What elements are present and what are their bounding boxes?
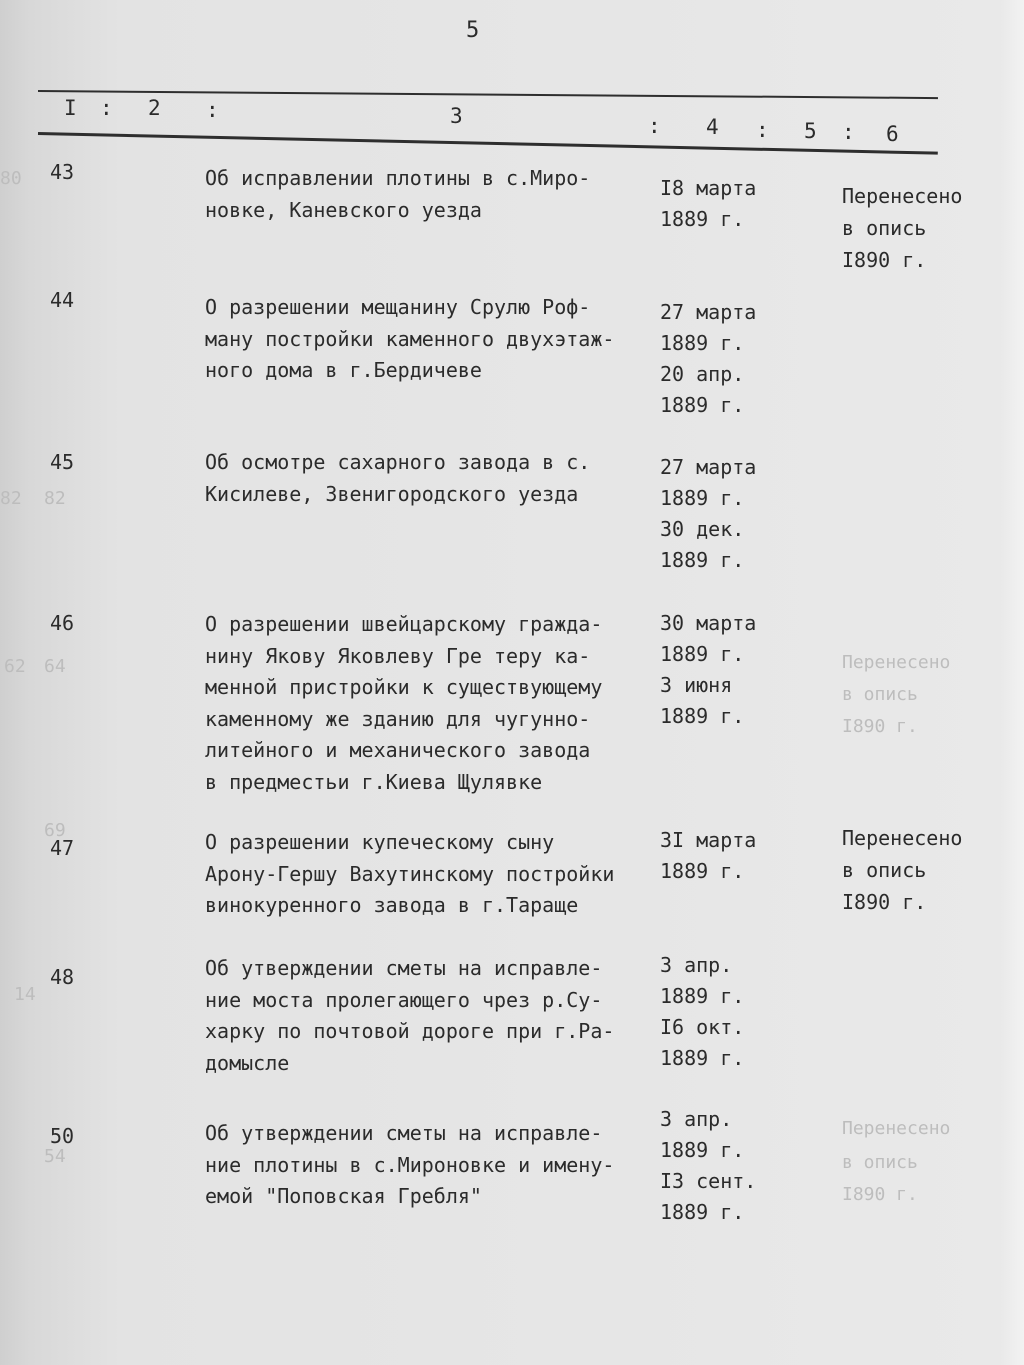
bleed-through-note: Перенесено xyxy=(842,1118,951,1139)
date-line: 30 дек. xyxy=(660,517,745,541)
record-dates xyxy=(660,297,780,421)
record-number: 45 xyxy=(50,450,75,474)
note-line: I890 г. xyxy=(842,248,927,272)
record-title: Об осмотре сахарного завода в с. Кисилеве, Звенигородского уезда xyxy=(205,450,591,506)
date-line: 1889 г. xyxy=(660,207,745,231)
note-line: в опись xyxy=(842,858,927,882)
bleed-through-margin-number: 62 xyxy=(4,656,26,677)
date-line: 3 июня xyxy=(660,673,733,697)
header-separator: : xyxy=(206,98,219,122)
date-line: 3I марта xyxy=(660,828,757,852)
date-line: 1889 г. xyxy=(660,704,745,728)
record-dates xyxy=(660,825,780,887)
note-line: в опись xyxy=(842,216,927,240)
bleed-through-margin-number: 54 xyxy=(44,1146,66,1167)
date-line: 1889 г. xyxy=(660,859,745,883)
header-col-1: I xyxy=(64,96,77,120)
bleed-through-note: I890 г. xyxy=(842,1184,918,1205)
bleed-through-note: в опись xyxy=(842,1152,918,1173)
header-col-5: 5 xyxy=(804,119,817,143)
bleed-through-margin-number: 82 xyxy=(0,488,22,509)
date-line: 1889 г. xyxy=(660,1138,745,1162)
record-title: Об утверждении сметы на исправле- ние моста пролегающего чрез р.Су- харку по почтовой дороге при г.Ра- домысле xyxy=(205,956,615,1075)
header-bottom-rule xyxy=(38,132,938,155)
header-top-rule xyxy=(38,90,938,99)
record-dates xyxy=(660,452,780,576)
date-line: I8 марта xyxy=(660,176,757,200)
date-line: 1889 г. xyxy=(660,642,745,666)
header-col-6: 6 xyxy=(886,122,899,146)
date-line: I3 сент. xyxy=(660,1169,757,1193)
record-title: Об утверждении сметы на исправле- ние плотины в с.Мироновке и имену- емой "Поповская Гребля" xyxy=(205,1121,615,1208)
date-line: 3 апр. xyxy=(660,1107,733,1131)
date-line: 30 марта xyxy=(660,611,757,635)
record-title: О разрешении купеческому сыну Арону-Гершу Вахутинскому постройки винокуренного завода в г.Тараще xyxy=(205,830,615,917)
date-line: 1889 г. xyxy=(660,548,745,572)
date-line: I6 окт. xyxy=(660,1015,745,1039)
date-line: 1889 г. xyxy=(660,331,745,355)
record-title: О разрешении швейцарскому гражда- нину Якову Яковлеву Гре теру ка- менной пристройки к существующему каменному же зданию для чугунно- литейного и механического завода в предместьи г.Киева Щулявке xyxy=(205,612,603,794)
header-separator: : xyxy=(842,120,855,144)
header-separator: : xyxy=(756,118,769,142)
date-line: 1889 г. xyxy=(660,1046,745,1070)
note-line: I890 г. xyxy=(842,890,927,914)
header-col-4: 4 xyxy=(706,115,719,139)
date-line: 27 марта xyxy=(660,300,757,324)
bleed-through-margin-number: 69 xyxy=(44,820,66,841)
bleed-through-margin-number: 80 xyxy=(0,168,22,189)
record-note xyxy=(842,180,992,276)
date-line: 1889 г. xyxy=(660,393,745,417)
record-number: 50 xyxy=(50,1124,75,1148)
record-dates xyxy=(660,173,780,235)
note-line: Перенесено xyxy=(842,826,963,850)
bleed-through-margin-number: 64 xyxy=(44,656,66,677)
header-separator: : xyxy=(100,96,113,120)
page-number: 5 xyxy=(466,18,480,43)
bleed-through-note: Перенесено xyxy=(842,652,951,673)
record-dates xyxy=(660,950,780,1074)
header-separator: : xyxy=(648,114,661,138)
record-title: Об исправлении плотины в с.Миро- новке, Каневского уезда xyxy=(205,166,591,222)
date-line: 1889 г. xyxy=(660,984,745,1008)
record-number: 48 xyxy=(50,965,75,989)
record-number: 47 xyxy=(50,836,75,860)
note-line: Перенесено xyxy=(842,184,963,208)
record-dates xyxy=(660,1104,780,1228)
record-number: 44 xyxy=(50,288,75,312)
date-line: 3 апр. xyxy=(660,953,733,977)
bleed-through-margin-number: 14 xyxy=(14,984,36,1005)
date-line: 27 марта xyxy=(660,455,757,479)
record-number: 46 xyxy=(50,611,75,635)
bleed-through-margin-number: 82 xyxy=(44,488,66,509)
date-line: 1889 г. xyxy=(660,1200,745,1224)
record-note xyxy=(842,822,992,918)
header-col-3: 3 xyxy=(450,104,463,128)
record-dates xyxy=(660,608,780,732)
bleed-through-note: в опись xyxy=(842,684,918,705)
record-title: О разрешении мещанину Срулю Роф- ману постройки каменного двухэтаж- ного дома в г.Бердичеве xyxy=(205,295,615,382)
header-col-2: 2 xyxy=(148,96,161,120)
date-line: 20 апр. xyxy=(660,362,745,386)
bleed-through-note: I890 г. xyxy=(842,716,918,737)
record-number: 43 xyxy=(50,160,75,184)
date-line: 1889 г. xyxy=(660,486,745,510)
